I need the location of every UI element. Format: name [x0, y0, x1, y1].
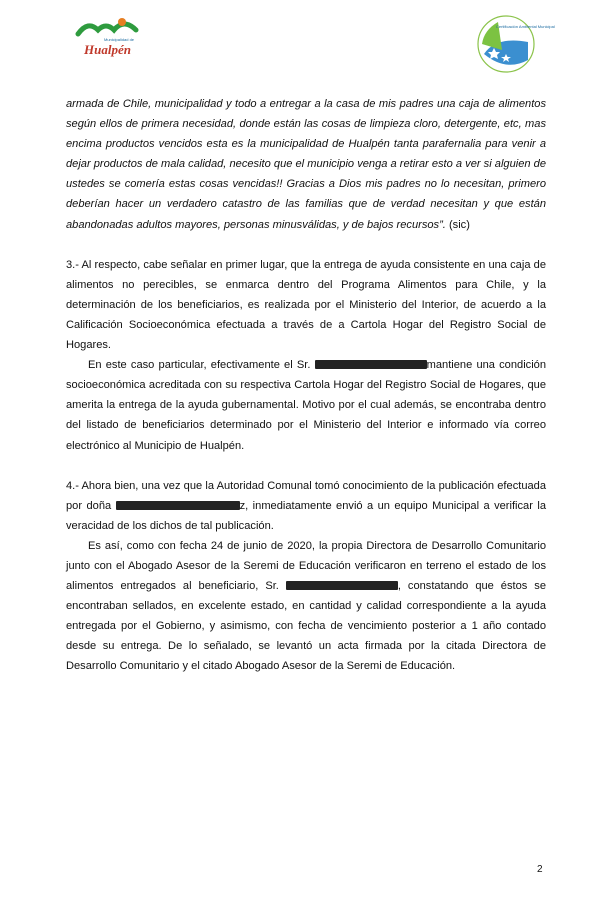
document-body [66, 94, 546, 677]
svg-text:Hualpén: Hualpén [84, 42, 131, 57]
redacted-name [286, 581, 398, 590]
section-3-paragraph-2: En este caso particular, efectivamente el Sr. mantiene una condición socioeconómica acreditada con su respectiva Cartola Hogar del Registro Social de Hogares, que amerita la entrega de la ayuda gubernamental. Motivo por el cual además, se encontraba dentro del listado de beneficiarios determinado por el Ministerio del Interior e informado vía correo electrónico al Municipio de Hualpén. [66, 359, 547, 452]
svg-text:Municipalidad de: Municipalidad de [104, 37, 135, 42]
redacted-name [116, 501, 240, 510]
section-3-paragraph-1: 3.- Al respecto, cabe señalar en primer lugar, que la entrega de ayuda consistente en una caja de alimentos no perecibles, se enmarca dentro del Programa Alimentos para Chile, y la determinación de los beneficiarios, es realizada por el Ministerio del Interior, de acuerdo a la Calificación Socioeconómica efectuada a través de a Cartola Hogar del Registro Social de Hogares. [66, 258, 546, 352]
hualpen-logo [74, 16, 146, 60]
sic-note: (sic) [445, 218, 470, 231]
svg-text:Certificación Ambiental Munici: Certificación Ambiental Municipal [496, 24, 555, 29]
page-number: 2 [537, 864, 543, 875]
redacted-name [315, 360, 427, 369]
quote-paragraph [66, 94, 546, 235]
environmental-certification-seal [476, 14, 555, 74]
section-4-paragraph-1: 4.- Ahora bien, una vez que la Autoridad Comunal tomó conocimiento de la publicación efectuada por doña z, inmediatamente envió a un equipo Municipal a verificar la veracidad de los dichos de tal publicación. [66, 479, 546, 532]
section-4-paragraph-2: Es así, como con fecha 24 de junio de 2020, la propia Directora de Desarrollo Comunitario junto con el Abogado Asesor de la Seremi de Educación verificaron en terreno el estado de los alimentos entregados al beneficiario, Sr. , constatando que éstos se encontraban sellados, en excelente estado, en cantidad y calidad correspondiente a la ayuda entregada por el Gobierno, y asimismo, con fecha de vencimiento posterior a 1 año contado desde su entrega. De lo señalado, se levantó un acta firmada por la citada Directora de Desarrollo Comunitario y el citado Abogado Asesor de la Seremi de Educación. [66, 539, 547, 673]
quote-text: armada de Chile, municipalidad y todo a entregar a la casa de mis padres una caja de alimentos según ellos de primera necesidad, donde están las cosas de limpieza cloro, detergente, etc, mas encima productos vencidos esta es la municipalidad de Hualpén tanta parafernalia para venir a dejar productos de mala calidad, necesito que el municipio venga a retirar esto a ver si alguien de ustedes se comería estas cosas vencidas!! Gracias a Dios mis padres no lo necesitan, primero deberían hacer un verdadero catastro de las familias que de verdad necesitan y que están abandonadas adultos mayores, personas minusválidas, y de bajos recursos”. [66, 98, 546, 231]
